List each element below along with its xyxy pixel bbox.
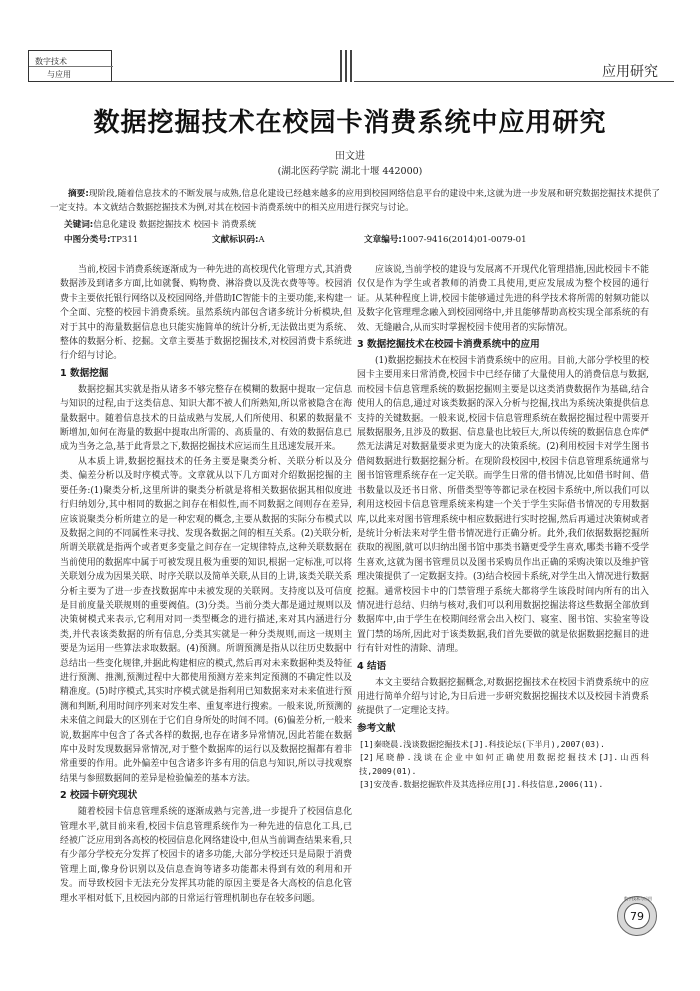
doc-code-value: A — [258, 235, 265, 245]
doc-code-label: 文献标识码: — [212, 235, 259, 245]
section-2-heading: 2 校园卡研究现状 — [60, 790, 138, 802]
section-1-paragraph-2: 从本质上讲,数据挖掘技术的任务主要是聚类分析、关联分析以及分类、偏差分析以及时序模式等。文章就从以下几方面对介绍数据挖掘的主要任务:(1)聚类分析,这里所讲的聚类分析就是将相关数据依据其相似度进行归纳划分,其中相同的数据之间存在相似性,而不同数据之间则存在差异,应该说聚类分析所建立的是一种宏观的概念,主要从数据的实际分布模式以及数据之间的不同属性来寻找、发现各数据之间的相互关系。(2)关联分析,所谓关联就是指两个或者更多变量之间存在一定规律特点,这种关联数据在当前使用的数据库中属于可被发现且极为重要的知识,根据一定标准,可以将关联划分成为因果关联、时序关联以及简单关联,从目的上讲,该类关联关系分析主要为了进一步查找数据库中未被发现的关联网。支持度以及可信度是目前度量关联规则的重要阀值。(3)分类。当前分类大都是通过规则以及决策树模式来表示,它利用对同一类型概念的进行描述,来对其内涵进行分类,并代表该类数据的所有信息,分类其实就是一种分类规则,而这一规则主要是为运用一些算法求取数据。(4)预测。所谓预测是指从以往历史数据中总结出一些变化规律,并据此构建相应的模式,然后再对未来数据种类及特征进行预测、推测,预测过程中大都使用预测方差来判定预测的不确定性以及精准度。(5)时序模式,其实时序模式就是指利用已知数据来对未来值进行预测和判断,利用时间序列来对发生率、重复率进行搜索。一般来说,所预测的未来值之间最大的区别在于它们自身所处的时间不同。(6)偏差分析,一般来说,数据库中包含了各式各样的数据,也存在诸多异常情况,因此若能在数据库中及时发现数据异常情况,对于整个数据库的运行以及数据挖掘都有着非常重要的作用。此外偏差中包含诸多许多有用的信息与知识,所以寻找观察结果与参照数据间的差异是检验偏差的基本方法。 — [60, 456, 352, 784]
section-3-heading: 3 数据挖掘技术在校园卡消费系统中的应用 — [357, 339, 540, 351]
page-number: 79 — [624, 903, 650, 929]
page-number-badge — [617, 896, 657, 936]
reference-item: [2]尾晓静.浅谈在企业中如何正确使用数据挖掘技术[J].山西科技,2009(01). — [359, 752, 649, 776]
reference-item: [3]安茂香.数据挖掘软件及其选择应用[J].科技信息,2006(11). — [359, 779, 604, 790]
article-number-value: 1007-9416(2014)01-0079-01 — [401, 235, 527, 245]
abstract — [50, 187, 660, 215]
body-column-left — [60, 263, 352, 906]
logo-divider — [29, 66, 113, 67]
section-2-paragraph-2: 应该说,当前学校的建设与发展离不开现代化管理措施,因此校园卡不能仅仅是作为学生或者教师的消费工具使用,更应发展成为整个校园的通行证。从某种程度上讲,校园卡能够通过先进的科学技术将所需的射频功能以及数字化管理理念融入到校园网络中,并且能够帮助高校实现全部系统的有效、无缝融合,从而实时掌握校园卡使用者的实际情况。 — [357, 265, 649, 333]
journal-logo-box — [28, 50, 112, 82]
article-title: 数据挖掘技术在校园卡消费系统中应用研究 — [93, 108, 607, 138]
reference-item: [1]秦晓晨.浅谈数据挖掘技术[J].科技论坛(下半月),2007(03). — [359, 738, 605, 749]
intro-paragraph: 当前,校园卡消费系统逐渐成为一种先进的高校现代化管理方式,其消费数据涉及到诸多方面,比如就餐、购物费、淋浴费以及洗衣费等等。校园消费卡主要依托银行网络以及校园网络,并借助IC智能卡的主要功能,来构建一个全面、完整的校园卡消费系统。虽然系统内部包含诸多统计分析模块,但对于其中的海量数据信息也只能实施简单的统计分析,无法做出更为系统、整体的数据分析、挖掘。文章主要基于数据挖掘技术,对校园消费卡系统进行介绍与讨论。 — [60, 265, 352, 362]
section-4-paragraph-1: 本文主要结合数据挖掘概念,对数据挖掘技术在校园卡消费系统中的应用进行简单介绍与讨论,为日后进一步研究数据挖掘技术以及校园卡消费系统提供了一定理论支持。 — [357, 677, 649, 717]
keywords-label: 关键词: — [64, 220, 94, 230]
section-4-heading: 4 结语 — [357, 660, 387, 672]
clc-number — [64, 233, 138, 245]
reference-list — [357, 738, 649, 792]
author-name: 田文进 — [335, 151, 365, 162]
section-3-paragraph-1: (1)数据挖掘技术在校园卡消费系统中的应用。目前,大部分学校里的校园卡主要用来日常消费,校园卡中已经存储了大量使用人的消费信息与数据,而校园卡信息管理系统的数据挖掘则主要是以这类消费数据作为基础,结合使用人的信息,通过对该类数据的深入分析与挖掘,找出为系统决策提供信息支持的关键数据。一般来说,校园卡信息管理系统在数据挖掘过程中需要开展数据服务,且涉及的数据、信息量也比较巨大,所以传统的数据信息仓库俨然无法满足对数据量要求更为庞大的决策系统。(2)利用校园卡对学生图书借阅数据进行数据挖掘分析。在现阶段校园中,校园卡信息管理系统通常与图书馆管理系统存在一定关联。而学生日常的借书情况,比如借书时间、借书数量以及还书日常、所借类型等等都记录在校园卡系统中,所以我们可以利用这校园卡信息管理系统来构建一个关于学生实际借书情况的专用数据库,以此来对图书管理系统中相应数据进行实时挖掘,然后再通过决策树或者是统计分析法来对学生借书情况进行正确分析。此外,我们依据数据挖掘所获取的视图,就可以归纳出图书馆中那类书籍更受学生喜欢,哪类书籍不受学生喜欢,这就为图书管理员以及图书采购员作出正确的采购决策以及维护管理决策提供了一定数据支持。(3)结合校园卡系统,对学生出入情况进行数据挖掘。通常校园卡中的门禁管理子系统大都将学生该段时间内所有的出入情况进行总结、归纳与核对,我们可以利用数据挖掘法将这些数据全部放到数据库中,由于学生在校期间经常会出入校门、寝室、图书馆、实验室等设置门禁的场所,因此对于该类数据,我们首先要做的就是依据数据挖掘目的进行有针对性的清除、清理。 — [357, 356, 649, 655]
clc-label: 中图分类号: — [64, 235, 111, 245]
journal-name-line1: 数字技术 — [35, 57, 67, 66]
abstract-label: 摘要: — [68, 189, 89, 199]
abstract-text: 现阶段,随着信息技术的不断发展与成熟,信息化建设已经越来越多的应用到校园网络信息平台的建设中来,这就为进一步发展和研究数据挖掘技术提供了一定支持。本文就结合数据挖掘技术为例,对其在校园卡消费系统中的相关应用进行探究与讨论。 — [50, 189, 661, 213]
section-1-paragraph-1: 数据挖掘其实就是指从诸多不够完整存在模糊的数据中提取一定信息与知识的过程,由于这类信息、知识大都不被人们所熟知,所以常被隐含在海量数据中。随着信息技术的日益成熟与发展,人们所使用、积累的数据量不断增加,如何在海量的数据中提取出所需的、高质量的、有效的数据信息已成为当务之急,基于此背景之下,数据挖掘技术应运而生且迅速发展开来。 — [60, 384, 352, 453]
body-column-right — [357, 263, 649, 792]
article-number-label: 文章编号: — [364, 235, 402, 245]
article-number — [364, 233, 527, 245]
section-1-heading: 1 数据挖掘 — [60, 367, 109, 379]
keywords — [64, 218, 256, 230]
references-heading: 参考文献 — [357, 722, 396, 734]
section-label: 应用研究 — [602, 64, 658, 80]
keywords-text: 信息化建设 数据挖掘技术 校园卡 消费系统 — [93, 220, 257, 230]
header-separator-bars — [340, 50, 354, 82]
badge-ring-text: 数字技术与应用 — [624, 896, 652, 901]
author-affiliation: (湖北医药学院 湖北十堰 442000) — [277, 166, 423, 177]
section-2-paragraph-1: 随着校园卡信息管理系统的逐渐成熟与完善,进一步提升了校园信息化管理水平,就目前来看,校园卡信息管理系统作为一种先进的信息化工具,已经被广泛应用到各高校的校园信息化网络建设中,但从当前调查结果来看,只有少部分学校充分发挥了校园卡的诸多功能,大部分学校还只是局限于消费管理上面,像身份识别以及信息查询等诸多功能都未得到有效的利用和开发。而导致校园卡无法充分发挥其功能的原因主要是各大高校的信息化管理水平相对低下,且校园内部的日常运行管理机制也存在较多问题。 — [60, 807, 352, 904]
clc-value: TP311 — [110, 235, 139, 245]
journal-name-line2: 与应用 — [47, 70, 71, 79]
header-rule-left — [112, 81, 342, 82]
document-code — [212, 233, 265, 245]
header-rule-right — [354, 81, 674, 82]
